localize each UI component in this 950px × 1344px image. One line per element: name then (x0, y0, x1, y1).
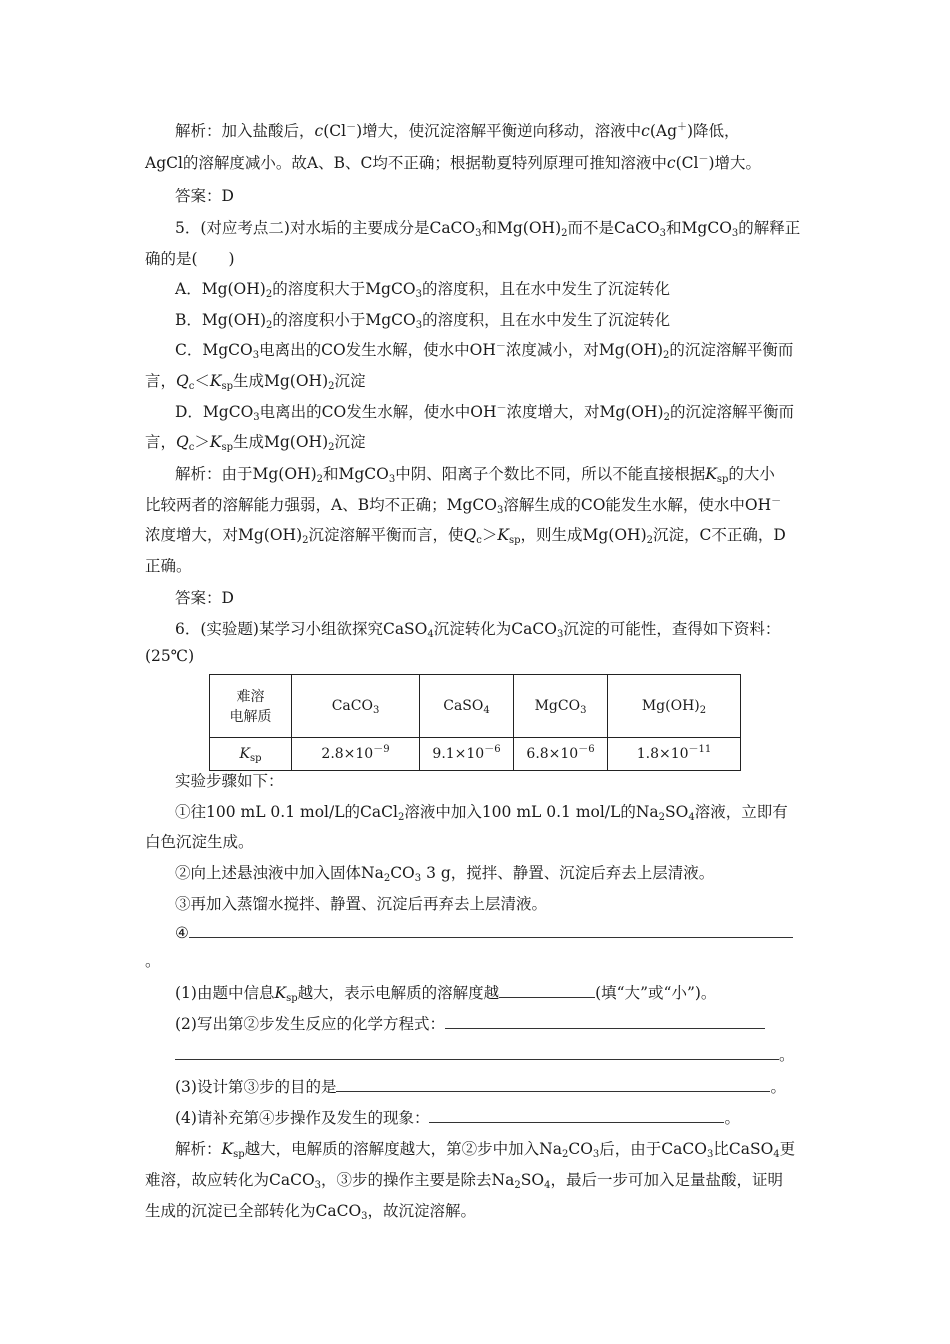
subscript: 2 (658, 812, 665, 823)
step-4-period: 。 (145, 952, 161, 970)
text: 言， (145, 433, 177, 451)
text: D．MgCO (175, 403, 254, 421)
subscript: 3 (580, 705, 587, 716)
subscript: sp (508, 535, 521, 546)
subquestion-2-blank-2[interactable] (175, 1045, 779, 1060)
subquestion-4-blank[interactable] (429, 1108, 724, 1123)
text: A．Mg(OH) (175, 280, 266, 298)
charge: － (698, 154, 709, 165)
text: (Cl (323, 122, 347, 140)
charge: － (771, 496, 782, 507)
option-d-line-2 (145, 431, 366, 453)
text: CaSO (443, 698, 484, 714)
text: ，故沉淀溶解。 (367, 1202, 477, 1220)
charge: － (346, 122, 357, 133)
text: 言， (145, 372, 177, 390)
var-k: K (221, 1140, 234, 1158)
charge: － (496, 403, 507, 414)
text: 浓度增大，对Mg(OH) (145, 526, 303, 544)
analysis-4-line-2 (145, 152, 761, 174)
subscript: 2 (397, 812, 405, 823)
subscript: 2 (663, 412, 670, 423)
var-k: K (239, 746, 250, 762)
option-c-line-2 (145, 370, 366, 392)
text: ，最后一步可加入足量盐酸，证明 (550, 1171, 783, 1189)
subscript: 2 (328, 381, 335, 392)
subscript: 2 (561, 228, 568, 239)
subscript: 3 (592, 1149, 600, 1160)
text: )增大。 (708, 154, 762, 172)
answer-4: 答案：D (175, 187, 234, 205)
subscript: 2 (302, 535, 309, 546)
subscript: 3 (706, 1149, 714, 1160)
subscript: 2 (663, 350, 670, 361)
step-3: ③再加入蒸馏水搅拌、静置、沉淀后再弃去上层清液。 (175, 895, 548, 913)
text: (3)设计第③步的目的是 (175, 1078, 337, 1096)
charge: － (495, 341, 506, 352)
subscript: 4 (483, 705, 490, 716)
table-cell (420, 738, 514, 771)
text: 浓度增大，对Mg(OH) (506, 403, 664, 421)
subscript: sp (286, 993, 298, 1004)
steps-title: 实验步骤如下： (175, 772, 284, 790)
text: 后，由于CaCO (599, 1140, 707, 1158)
step-2 (175, 862, 714, 884)
var-q: Q (463, 526, 477, 544)
text: 9.1×10 (432, 746, 485, 762)
text: 难溶 (236, 689, 265, 705)
subscript: 3 (475, 228, 482, 239)
analysis-5-line-1 (175, 463, 775, 485)
question-6-stem-1 (175, 618, 780, 640)
text: 沉淀，C不正确，D (653, 526, 786, 544)
subscript: sp (221, 442, 233, 453)
text: 沉淀的可能性，查得如下资料： (563, 620, 781, 638)
var-k: K (497, 526, 509, 544)
text: 的沉淀溶解平衡而 (669, 403, 794, 421)
text: 沉淀 (334, 372, 366, 390)
text: 解析：由于Mg(OH) (175, 465, 317, 483)
charge: ＋ (677, 122, 687, 133)
subquestion-1-blank[interactable] (499, 983, 595, 998)
text: Mg(OH) (641, 698, 700, 714)
text: 沉淀转化为CaCO (433, 620, 557, 638)
text: 。 (779, 1046, 795, 1064)
table-header-cell (292, 675, 420, 738)
text: ＞ (194, 433, 210, 451)
subscript: 3 (314, 1180, 322, 1191)
table-cell (514, 738, 608, 771)
step-1-line-1 (175, 801, 788, 823)
text: CaCO (331, 698, 373, 714)
subscript: 3 (496, 505, 504, 516)
text: 生成Mg(OH) (233, 433, 329, 451)
ksp-table (209, 674, 741, 771)
text: )增大，使沉淀溶解平衡逆向移动，溶液中 (356, 122, 642, 140)
text: C．MgCO (175, 341, 253, 359)
text: 5．(对应考点二)对水垢的主要成分是CaCO (175, 219, 476, 237)
table-header-cell (420, 675, 514, 738)
text: ＜ (194, 372, 210, 390)
text: (Ag (649, 122, 677, 140)
subscript: sp (716, 474, 729, 485)
step-4-blank[interactable] (189, 923, 793, 938)
step-1-line-2: 白色沉淀生成。 (145, 833, 254, 851)
subscript: sp (249, 753, 262, 764)
var-q: Q (176, 433, 189, 451)
text: 电离出的CO发生水解，使水中OH (259, 341, 496, 359)
text: 更 (779, 1140, 796, 1158)
exponent: －11 (688, 744, 712, 755)
text: ＞ (481, 526, 498, 544)
subscript: 3 (556, 629, 564, 640)
subquestion-2-line-2 (175, 1044, 795, 1066)
text: (填“大”或“小”)。 (595, 984, 717, 1002)
subscript: 3 (361, 1211, 368, 1222)
var-c: c (666, 154, 676, 172)
text: (Cl (675, 154, 699, 172)
text: 沉淀溶解平衡而言，使 (308, 526, 464, 544)
var-k: K (705, 465, 717, 483)
table-header-cell (514, 675, 608, 738)
text: 的溶度积小于MgCO (272, 311, 416, 329)
text: 和MgCO (323, 465, 389, 483)
text: 生成的沉淀已全部转化为CaCO (145, 1202, 362, 1220)
text: 和Mg(OH) (481, 219, 562, 237)
text: 3 g，搅拌、静置、沉淀后弃去上层清液。 (421, 864, 715, 882)
text: 的解释正 (738, 219, 801, 237)
subscript: 2 (266, 320, 273, 331)
text: 越大，电解质的溶解度越大，第②步中加入Na (244, 1140, 562, 1158)
option-c-line-1 (175, 339, 793, 361)
subscript: 4 (544, 1180, 551, 1191)
text: SO (520, 1171, 545, 1189)
text: (4)请补充第④步操作及发生的现象： (175, 1109, 430, 1127)
text: 的溶度积，且在水中发生了沉淀转化 (421, 280, 670, 298)
text: 的溶度积大于MgCO (272, 280, 416, 298)
var-q: Q (176, 372, 189, 390)
option-b (175, 309, 670, 331)
question-5-stem-1 (175, 217, 800, 239)
exponent: －9 (373, 744, 390, 755)
text: 和MgCO (666, 219, 732, 237)
option-a (175, 278, 670, 300)
table-cell (292, 738, 420, 771)
subscript: 3 (388, 474, 396, 485)
exponent: －6 (484, 744, 501, 755)
subquestion-3-blank[interactable] (336, 1077, 770, 1092)
text: 。 (724, 1109, 740, 1127)
subscript: 2 (514, 1180, 521, 1191)
text: 解析： (175, 1140, 222, 1158)
option-d-line-1 (175, 401, 794, 423)
analysis-5-line-3 (145, 524, 786, 546)
subscript: 3 (252, 350, 260, 361)
subscript: 2 (561, 1149, 569, 1160)
text: ，③步的操作主要是除去Na (321, 1171, 515, 1189)
subscript: 4 (688, 812, 695, 823)
analysis-6-line-1 (175, 1138, 795, 1160)
subscript: 2 (265, 289, 273, 300)
subscript: 4 (427, 629, 434, 640)
subscript: 2 (328, 442, 335, 453)
question-5-stem-2: 确的是( ) (145, 250, 235, 268)
var-k: K (209, 433, 222, 451)
text: 越大，表示电解质的溶解度越 (297, 984, 500, 1002)
analysis-6-line-3 (145, 1200, 476, 1222)
text: ④ (175, 924, 189, 942)
text: 浓度减小，对Mg(OH) (505, 341, 664, 359)
var-c: c (314, 122, 324, 140)
text: 。 (770, 1078, 786, 1096)
analysis-5-line-2 (145, 494, 781, 516)
subscript: 3 (415, 289, 422, 300)
subscript: c (188, 442, 195, 453)
text: CO (568, 1140, 593, 1158)
text: 中阴、阳离子个数比不同，所以不能直接根据 (395, 465, 706, 483)
text: 比CaSO (713, 1140, 774, 1158)
text: 的大小 (728, 465, 775, 483)
subquestion-3 (175, 1076, 786, 1098)
subscript: 3 (415, 320, 423, 331)
subscript: sp (233, 1149, 245, 1160)
subscript: 2 (316, 474, 323, 485)
table-cell (608, 738, 741, 771)
text: B．Mg(OH) (175, 311, 267, 329)
question-6-stem-2: (25℃) (145, 647, 195, 665)
text: 2.8×10 (321, 746, 374, 762)
table-header-cell (608, 675, 741, 738)
subquestion-4 (175, 1107, 740, 1129)
text: ，则生成Mg(OH) (520, 526, 647, 544)
text: 生成Mg(OH) (233, 372, 329, 390)
subscript: 3 (731, 228, 739, 239)
text: 6.8×10 (526, 746, 579, 762)
var-k: K (274, 984, 287, 1002)
text: 的溶度积，且在水中发生了沉淀转化 (422, 311, 671, 329)
table-header-row (210, 675, 741, 738)
text: (2)写出第②步发生反应的化学方程式： (175, 1015, 445, 1033)
analysis-6-line-2 (145, 1169, 783, 1191)
var-c: c (641, 122, 650, 140)
subscript: sp (221, 381, 233, 392)
text: SO (665, 803, 689, 821)
step-4 (175, 922, 793, 944)
text: 沉淀 (334, 433, 366, 451)
text: ②向上述悬浊液中加入固体Na (175, 864, 384, 882)
text: 6．(实验题)某学习小组欲探究CaSO (175, 620, 428, 638)
subscript: 3 (253, 412, 260, 423)
text: 溶液，立即有 (694, 803, 788, 821)
text: AgCl的溶解度减小。故A、B、C均不正确；根据勒夏特列原理可推知溶液中 (145, 154, 667, 172)
subscript: 2 (699, 705, 707, 716)
text: 难溶，故应转化为CaCO (145, 1171, 315, 1189)
text: 而不是CaCO (567, 219, 660, 237)
text: (1)由题中信息 (175, 984, 275, 1002)
subquestion-1 (175, 982, 716, 1004)
text: 1.8×10 (636, 746, 689, 762)
subscript: c (476, 535, 482, 546)
table-cell (210, 738, 292, 771)
subquestion-2 (175, 1013, 765, 1035)
subscript: 2 (383, 873, 391, 884)
text: )降低， (687, 122, 740, 140)
table-row (210, 738, 741, 771)
exponent: －6 (578, 744, 595, 755)
var-k: K (209, 372, 222, 390)
text: 的沉淀溶解平衡而 (669, 341, 794, 359)
table-header-cell (210, 675, 292, 738)
text: MgCO (534, 698, 581, 714)
subquestion-2-blank[interactable] (445, 1014, 765, 1029)
subscript: 4 (773, 1149, 780, 1160)
subscript: c (188, 381, 195, 392)
subscript: 2 (646, 535, 653, 546)
text: ①往100 mL 0.1 mol/L的CaCl (175, 803, 398, 821)
text: 溶液中加入100 mL 0.1 mol/L的Na (404, 803, 659, 821)
answer-5: 答案：D (175, 589, 234, 607)
text: 电离出的CO发生水解，使水中OH (259, 403, 497, 421)
analysis-4-line-1 (175, 120, 740, 142)
subscript: 3 (372, 705, 380, 716)
text: 比较两者的溶解能力强弱，A、B均不正确；MgCO (145, 496, 497, 514)
subscript: 3 (659, 228, 667, 239)
subscript: 3 (414, 873, 422, 884)
text: 溶解生成的CO能发生水解，使水中OH (503, 496, 772, 514)
analysis-5-line-4: 正确。 (145, 557, 192, 575)
text: 电解质 (229, 709, 272, 725)
text: 解析：加入盐酸后， (175, 122, 315, 140)
text: CO (390, 864, 415, 882)
